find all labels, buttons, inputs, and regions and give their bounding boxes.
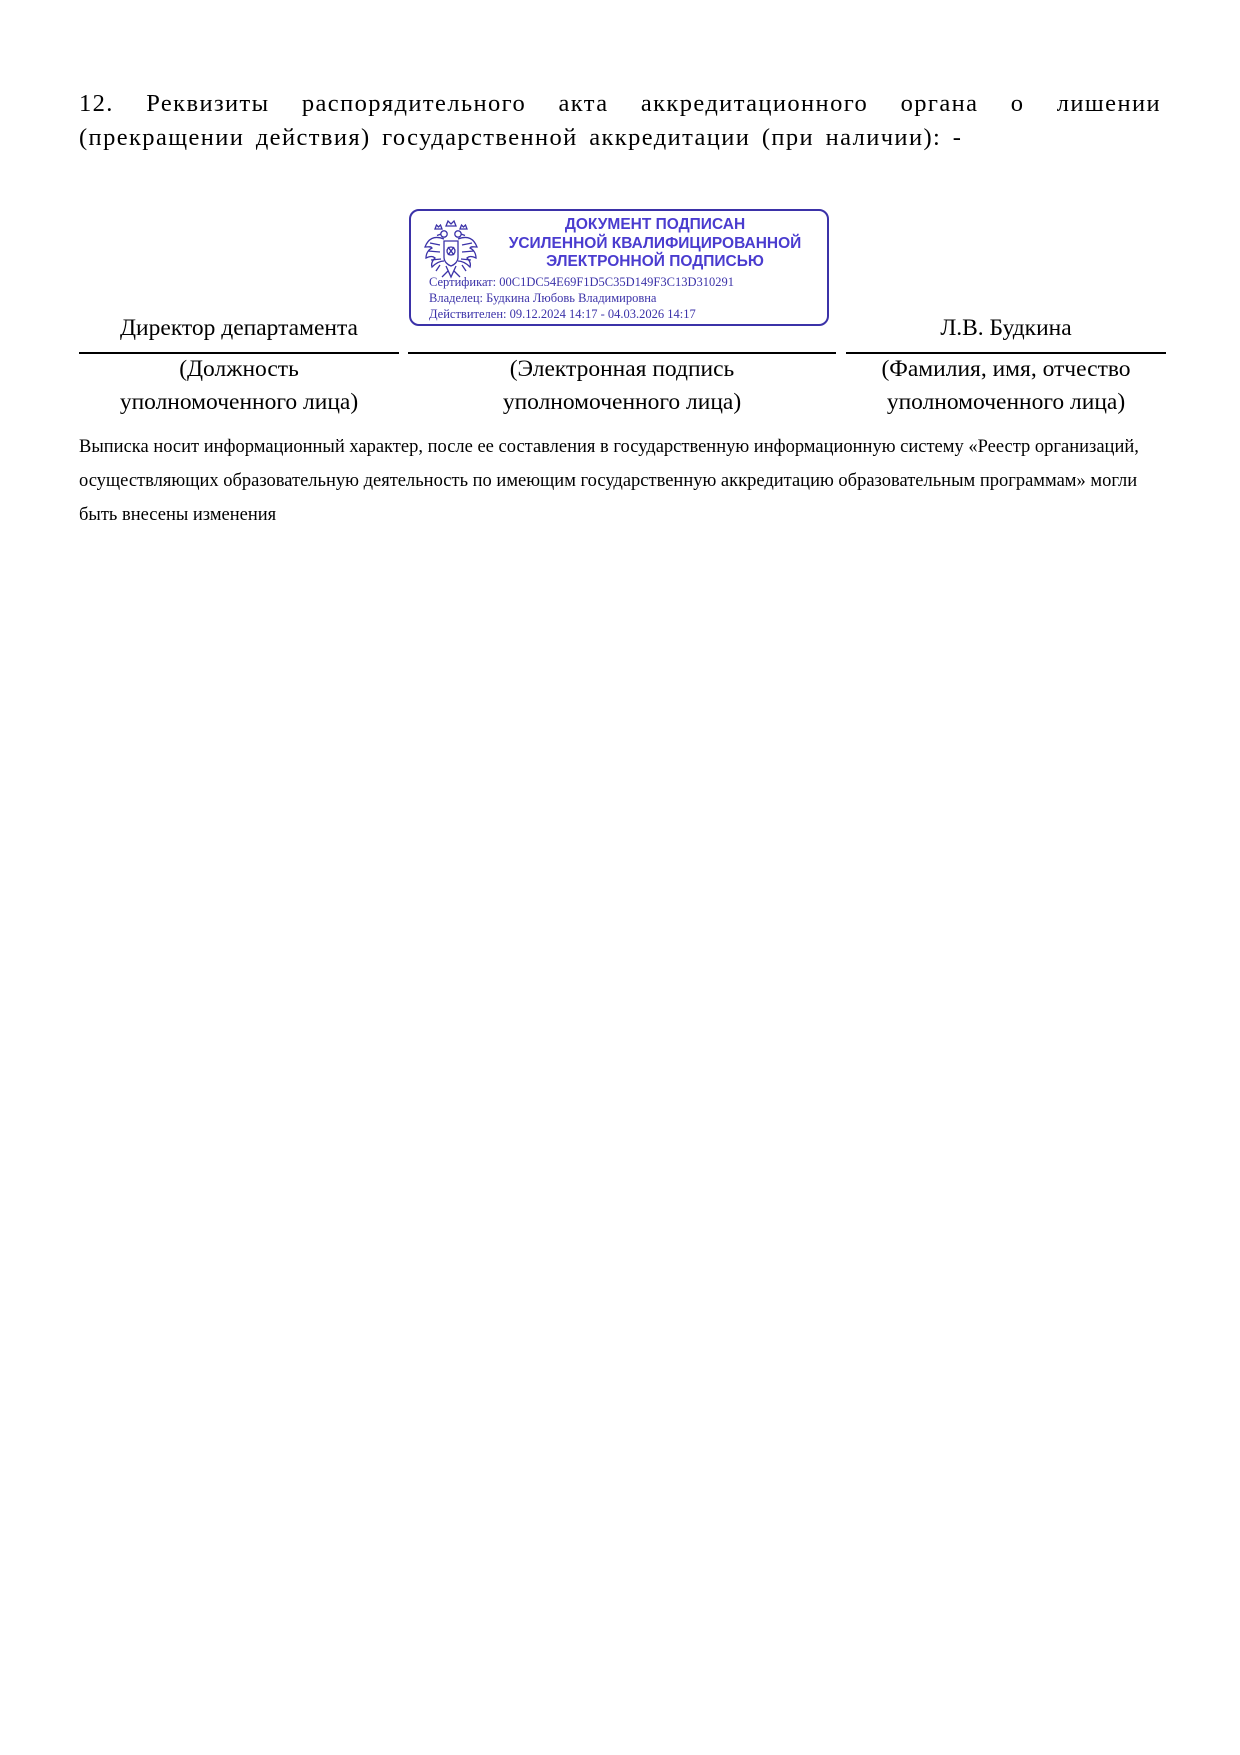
stamp-title-line-1: ДОКУМЕНТ ПОДПИСАН <box>564 216 746 233</box>
stamp-title <box>487 216 823 272</box>
stamp-validity: Действителен: 09.12.2024 14:17 - 04.03.2026 14:17 <box>429 307 696 321</box>
signature-caption-line-1: (Электронная подпись <box>509 356 735 382</box>
name-caption-line-2: уполномоченного лица) <box>886 389 1126 415</box>
signature-caption <box>408 353 836 419</box>
section-12-accreditation-act: 12. Реквизиты распорядительного акта аккредитационного органа о лишении (прекращении действия) государственной аккредитации (при наличии): - <box>79 90 1161 151</box>
position-caption-line-1: (Должность <box>179 356 299 382</box>
name-caption <box>846 353 1166 419</box>
stamp-certificate: Сертификат: 00C1DC54E69F1D5C35D149F3C13D310291 <box>429 275 734 289</box>
stamp-owner: Владелец: Будкина Любовь Владимировна <box>429 291 657 305</box>
stamp-title-line-3: ЭЛЕКТРОННОЙ ПОДПИСЬЮ <box>546 253 764 270</box>
position-caption-line-2: уполномоченного лица) <box>119 389 359 415</box>
stamp-title-line-2: УСИЛЕННОЙ КВАЛИФИЦИРОВАННОЙ <box>508 234 802 252</box>
position-caption <box>79 353 399 419</box>
informational-footnote: Выписка носит информационный характер, после ее составления в государственную информационную систему «Реестр организаций, осуществляющих образовательную деятельность по имеющим государственную аккредитацию образовательным программам» могли быть внесены изменения <box>79 437 1139 525</box>
name-value: Л.В. Будкина <box>940 315 1072 341</box>
signature-caption-line-2: уполномоченного лица) <box>502 389 742 415</box>
electronic-signature-stamp <box>409 209 829 326</box>
name-caption-line-1: (Фамилия, имя, отчество <box>881 356 1131 382</box>
position-value: Директор департамента <box>120 315 358 341</box>
